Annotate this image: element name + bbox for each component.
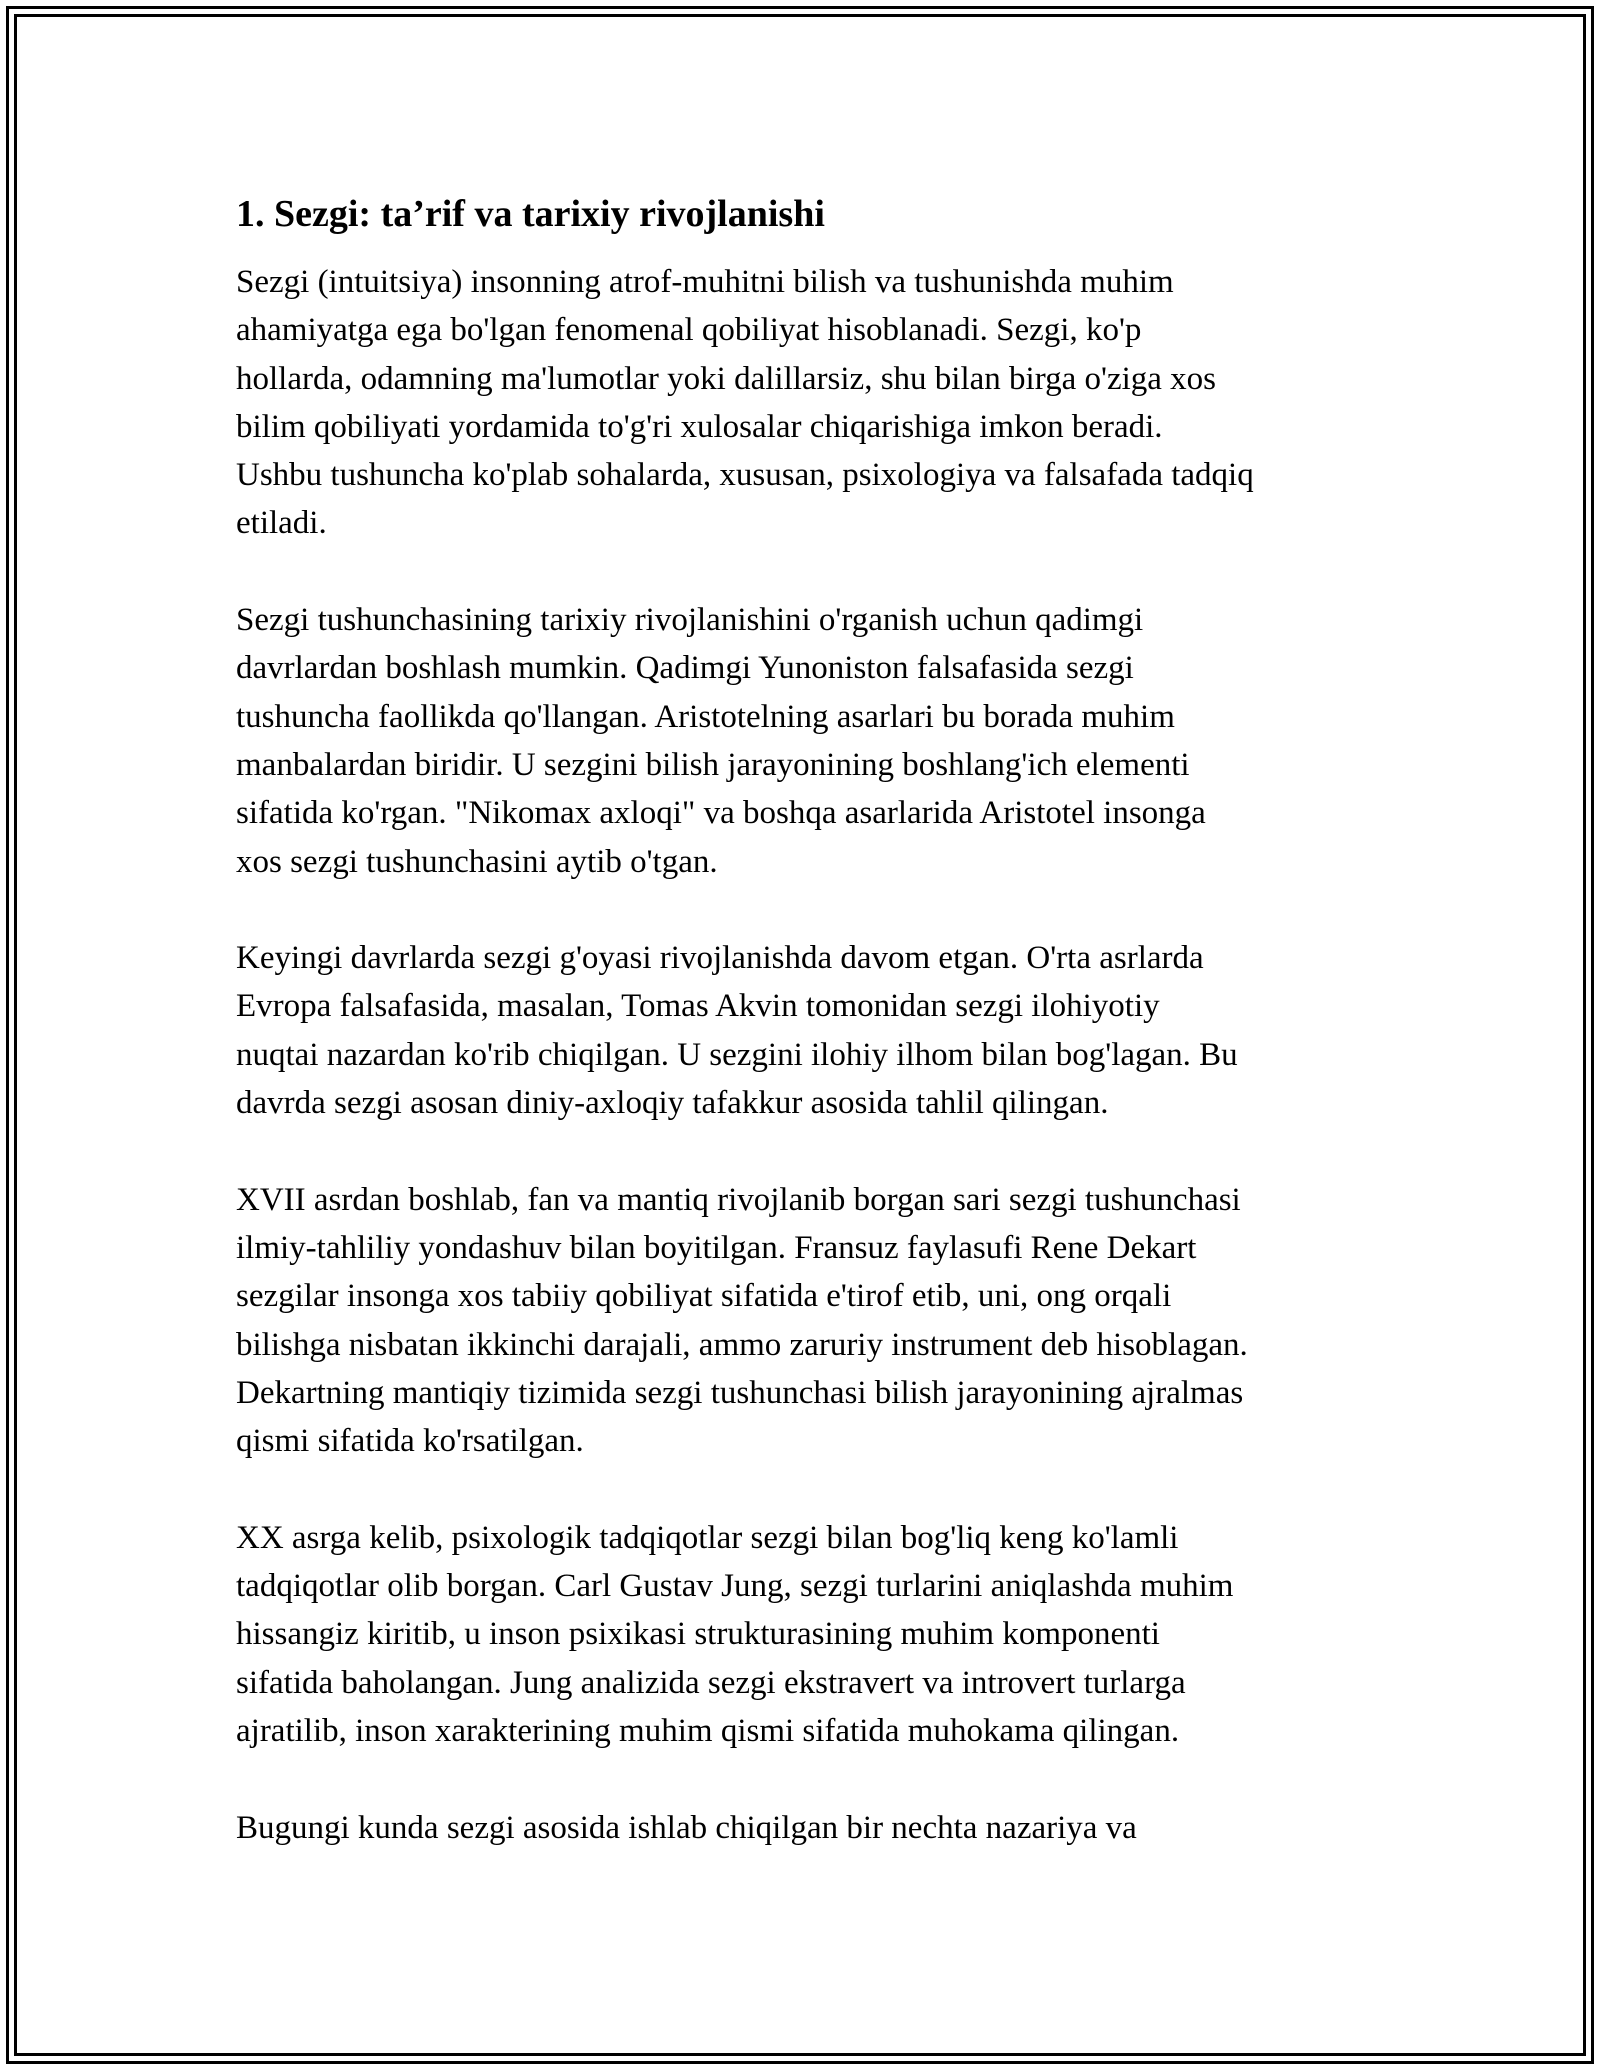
text-line: Evropa falsafasida, masalan, Tomas Akvin tomonidan sezgi ilohiyotiy xyxy=(236,988,1160,1025)
text-line: tadqiqotlar olib borgan. Carl Gustav Jung, sezgi turlarini aniqlashda muhim xyxy=(236,1568,1234,1605)
text-line: etiladi. xyxy=(236,505,327,542)
text-line: ahamiyatga ega bo'lgan fenomenal qobiliyat hisoblanadi. Sezgi, ko'p xyxy=(236,312,1142,349)
text-line: hissangiz kiritib, u inson psixikasi strukturasining muhim komponenti xyxy=(236,1616,1160,1653)
text-line: bilishga nisbatan ikkinchi darajali, ammo zaruriy instrument deb hisoblagan. xyxy=(236,1326,1248,1363)
paragraph xyxy=(236,258,1376,548)
text-line: xos sezgi tushunchasini aytib o'tgan. xyxy=(236,843,718,880)
document-body xyxy=(236,186,1376,1900)
text-line: sifatida ko'rgan. "Nikomax axloqi" va boshqa asarlarida Aristotel insonga xyxy=(236,795,1206,832)
text-line: sezgilar insonga xos tabiiy qobiliyat sifatida e'tirof etib, uni, ong orqali xyxy=(236,1278,1172,1315)
text-line: davrlardan boshlash mumkin. Qadimgi Yunoniston falsafasida sezgi xyxy=(236,650,1134,687)
paragraph xyxy=(236,1176,1376,1466)
text-line: tushuncha faollikda qo'llangan. Aristotelning asarlari bu borada muhim xyxy=(236,698,1175,735)
paragraph xyxy=(236,934,1376,1127)
text-line: Sezgi (intuitsiya) insonning atrof-muhitni bilish va tushunishda muhim xyxy=(236,264,1174,300)
text-line: Bugungi kunda sezgi asosida ishlab chiqilgan bir nechta nazariya va xyxy=(236,1809,1137,1846)
text-line: manbalardan biridir. U sezgini bilish jarayonining boshlang'ich elementi xyxy=(236,746,1190,783)
text-line: nuqtai nazardan ko'rib chiqilgan. U sezgini ilohiy ilhom bilan bog'lagan. Bu xyxy=(236,1036,1238,1073)
text-line: ajratilib, inson xarakterining muhim qismi sifatida muhokama qilingan. xyxy=(236,1712,1180,1749)
section-heading: 1. Sezgi: ta’rif va tarixiy rivojlanishi xyxy=(236,193,825,235)
paragraph xyxy=(236,1804,1376,1852)
text-line: sifatida baholangan. Jung analizida sezgi ekstravert va introvert turlarga xyxy=(236,1664,1186,1701)
paragraph xyxy=(236,1514,1376,1755)
text-line: davrda sezgi asosan diniy-axloqiy tafakkur asosida tahlil qilingan. xyxy=(236,1085,1109,1122)
text-line: Keyingi davrlarda sezgi g'oyasi rivojlanishda davom etgan. O'rta asrlarda xyxy=(236,940,1204,977)
paragraph xyxy=(236,596,1376,886)
text-line: Sezgi tushunchasining tarixiy rivojlanishini o'rganish uchun qadimgi xyxy=(236,602,1144,639)
text-line: bilim qobiliyati yordamida to'g'ri xulosalar chiqarishiga imkon beradi. xyxy=(236,408,1163,445)
text-line: qismi sifatida ko'rsatilgan. xyxy=(236,1423,584,1460)
text-line: XX asrga kelib, psixologik tadqiqotlar sezgi bilan bog'liq keng ko'lamli xyxy=(236,1519,1179,1556)
paragraph-list xyxy=(236,258,1376,1852)
text-line: ilmiy-tahliliy yondashuv bilan boyitilgan. Fransuz faylasufi Rene Dekart xyxy=(236,1229,1197,1266)
text-line: Ushbu tushuncha ko'plab sohalarda, xususan, psixologiya va falsafada tadqiq xyxy=(236,457,1254,494)
text-line: XVII asrdan boshlab, fan va mantiq rivojlanib borgan sari sezgi tushunchasi xyxy=(236,1181,1241,1218)
text-line: hollarda, odamning ma'lumotlar yoki dalillarsiz, shu bilan birga o'ziga xos xyxy=(236,360,1216,397)
text-line: Dekartning mantiqiy tizimida sezgi tushunchasi bilish jarayonining ajralmas xyxy=(236,1374,1244,1411)
